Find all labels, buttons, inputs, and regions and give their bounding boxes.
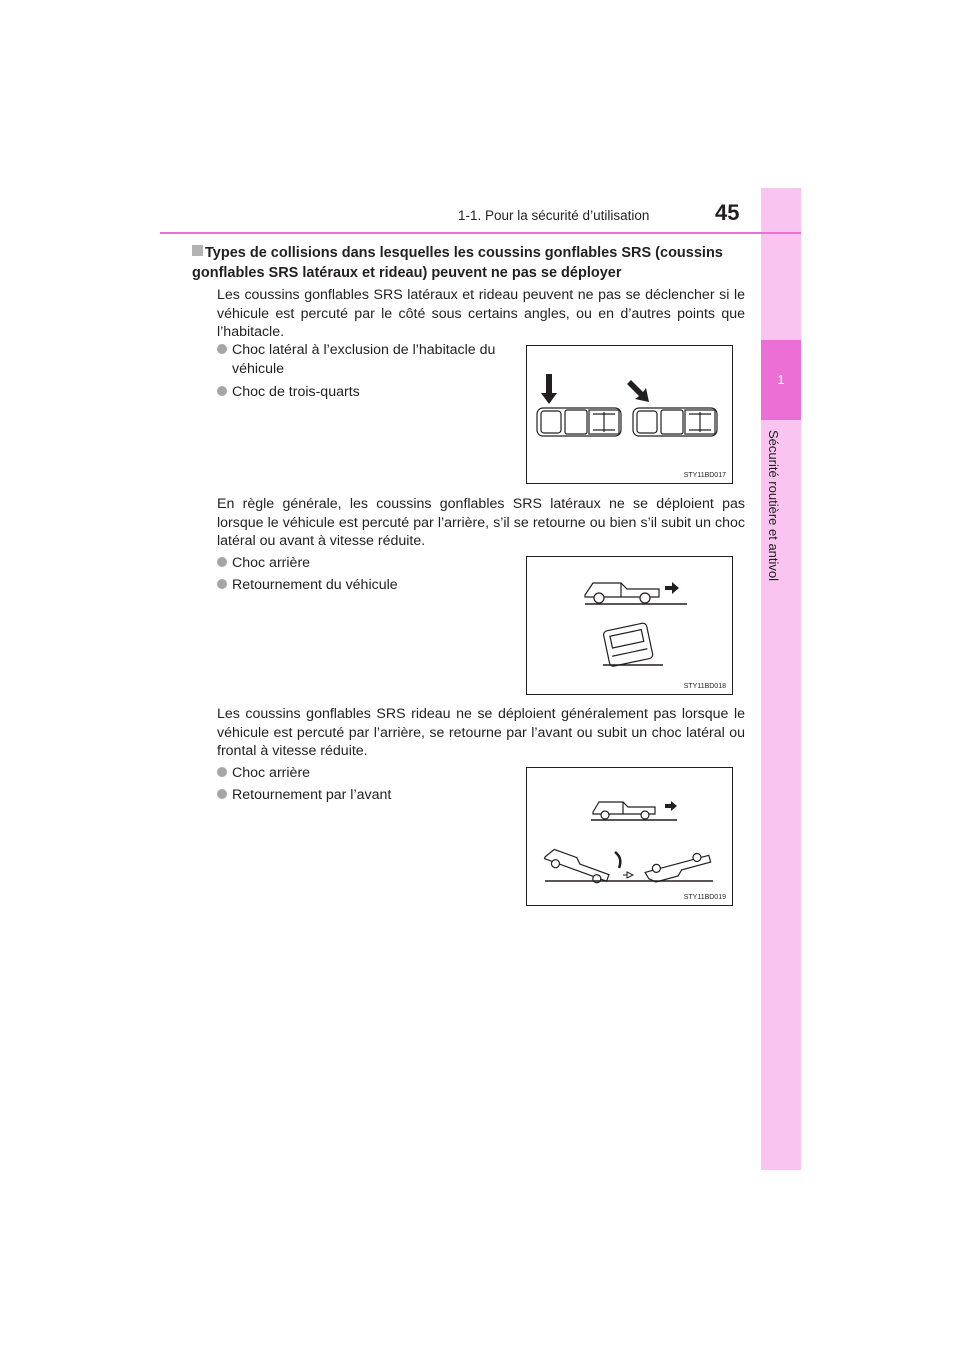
rolled-truck-icon bbox=[603, 622, 654, 666]
arrow-left-icon bbox=[665, 582, 679, 594]
header-rule bbox=[160, 232, 801, 234]
section-heading bbox=[192, 243, 752, 283]
bullet-dot-icon bbox=[217, 789, 227, 799]
bullet-dot-icon bbox=[217, 557, 227, 567]
overturned-truck-icon bbox=[644, 851, 712, 885]
list-item: Choc latéral à l’exclusion de l’habitacle du véhicule bbox=[217, 341, 512, 378]
list-item: Choc arrière bbox=[217, 764, 512, 783]
section-heading-text: Types de collisions dans lesquelles les coussins gonflables SRS (coussins gonflables SRS latéraux et rideau) peuvent ne pas se déployer bbox=[192, 245, 723, 281]
chapter-title: Sécurité routière et antivol bbox=[766, 430, 781, 582]
bullet-dot-icon bbox=[217, 579, 227, 589]
list-item: Choc arrière bbox=[217, 554, 512, 573]
trucks-top-view-illustration bbox=[527, 346, 732, 483]
figure-side-impact bbox=[526, 345, 733, 484]
figure-rear-impact-forward-rollover bbox=[526, 767, 733, 906]
figure-code: STY11BD018 bbox=[683, 683, 726, 690]
figure-code: STY11BD017 bbox=[683, 472, 726, 479]
section-header-title: 1-1. Pour la sécurité d’utilisation bbox=[458, 208, 650, 223]
rear-impact-rollover-illustration bbox=[527, 557, 732, 694]
tilting-truck-icon bbox=[543, 847, 611, 886]
truck-side-view-icon bbox=[593, 802, 655, 819]
list-item: Retournement par l’avant bbox=[217, 786, 512, 805]
intro-paragraph: Les coussins gonflables SRS latéraux et rideau peuvent ne pas se déclencher si le véhicule est percuté par le côté sous certains angles, ou en d’autres points que l’habitacle. bbox=[217, 287, 745, 340]
hollow-arrow-icon bbox=[627, 872, 633, 878]
rear-impact-forward-rollover-illustration bbox=[527, 768, 732, 905]
bullet-dot-icon bbox=[217, 767, 227, 777]
figure-code: STY11BD019 bbox=[683, 894, 726, 901]
arrow-left-icon bbox=[665, 801, 677, 811]
figure-rear-impact-rollover bbox=[526, 556, 733, 695]
arrow-down-icon bbox=[541, 374, 557, 404]
bullet-dot-icon bbox=[217, 344, 227, 354]
chapter-number: 1 bbox=[777, 372, 785, 387]
arrow-diagonal-icon bbox=[627, 380, 649, 402]
truck-top-view-icon bbox=[633, 408, 717, 436]
list-item: Retournement du véhicule bbox=[217, 576, 512, 595]
paragraph: En règle générale, les coussins gonflables SRS latéraux ne se déploient pas lorsque le véhicule est percuté par l’arrière, s’il se retourne ou bien s’il subit un choc latéral ou avant à vitesse réduite. bbox=[217, 496, 745, 549]
chapter-side-tab bbox=[761, 188, 801, 1170]
list-item: Choc de trois-quarts bbox=[217, 383, 512, 402]
bullet-dot-icon bbox=[217, 386, 227, 396]
truck-side-view-icon bbox=[585, 583, 659, 603]
paragraph: Les coussins gonflables SRS rideau ne se déploient généralement pas lorsque le véhicule est percuté par l’arrière, se retourne par l’avant ou subit un choc latéral ou frontal à vitesse réduite. bbox=[217, 706, 745, 759]
truck-top-view-icon bbox=[537, 408, 621, 436]
curved-arrow-icon bbox=[615, 852, 620, 868]
page-number: 45 bbox=[715, 200, 740, 225]
